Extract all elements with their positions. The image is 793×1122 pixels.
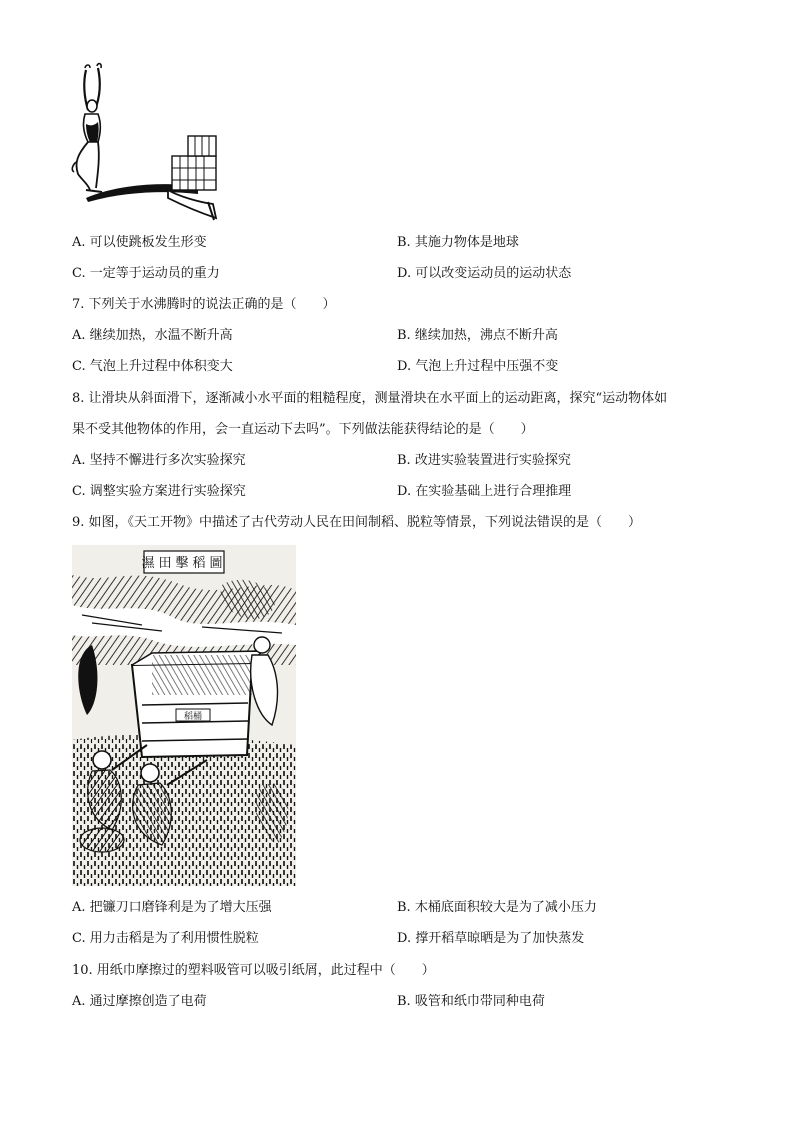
print-title: 濕田擊稻圖: [141, 556, 227, 571]
q8-stem-line1: 8. 让滑块从斜面滑下，逐渐减小水平面的粗糙程度，测量滑块在水平面上的运动距离，探究“运动物体如: [72, 391, 668, 406]
q9-option-c: C. 用力击稻是为了利用惯性脱粒: [72, 931, 259, 946]
q10-stem: 10. 用纸巾摩擦过的塑料吸管可以吸引纸屑，此过程中（ ）: [72, 963, 435, 978]
q10-option-b: B. 吸管和纸巾带同种电荷: [397, 994, 545, 1009]
q6-option-d: D. 可以改变运动员的运动状态: [397, 266, 572, 281]
q6-option-b: B. 其施力物体是地球: [397, 235, 519, 250]
q8-stem-line2: 果不受其他物体的作用，会一直运动下去吗”。下列做法能获得结论的是（ ）: [72, 422, 534, 437]
diver-springboard-illustration: [68, 62, 228, 224]
diving-figure: [68, 62, 228, 224]
q9-option-a: A. 把镰刀口磨锋利是为了增大压强: [72, 900, 272, 915]
bucket-label: 稻桶: [183, 712, 203, 722]
q7-option-a: A. 继续加热，水温不断升高: [72, 328, 233, 343]
q8-option-c: C. 调整实验方案进行实验探究: [72, 484, 246, 499]
q9-option-b: B. 木桶底面积较大是为了减小压力: [397, 900, 597, 915]
q8-option-d: D. 在实验基础上进行合理推理: [397, 484, 572, 499]
q7-option-c: C. 气泡上升过程中体积变大: [72, 359, 233, 374]
q8-option-a: A. 坚持不懈进行多次实验探究: [72, 453, 246, 468]
q9-option-d: D. 撑开稻草晾晒是为了加快蒸发: [397, 931, 585, 946]
q7-stem: 7. 下列关于水沸腾时的说法正确的是（ ）: [72, 297, 336, 312]
q6-option-c: C. 一定等于运动员的重力: [72, 266, 220, 281]
tiangong-kaiwu-illustration: [72, 545, 296, 886]
threshing-woodblock-print: [72, 545, 296, 886]
q6-option-a: A. 可以使跳板发生形变: [72, 235, 207, 250]
q7-option-d: D. 气泡上升过程中压强不变: [397, 359, 559, 374]
q8-option-b: B. 改进实验装置进行实验探究: [397, 453, 571, 468]
q10-option-a: A. 通过摩擦创造了电荷: [72, 994, 207, 1009]
q9-stem: 9. 如图，《天工开物》中描述了古代劳动人民在田间制稻、脱粒等情景，下列说法错误的是（ ）: [72, 515, 642, 530]
q7-option-b: B. 继续加热，沸点不断升高: [397, 328, 558, 343]
